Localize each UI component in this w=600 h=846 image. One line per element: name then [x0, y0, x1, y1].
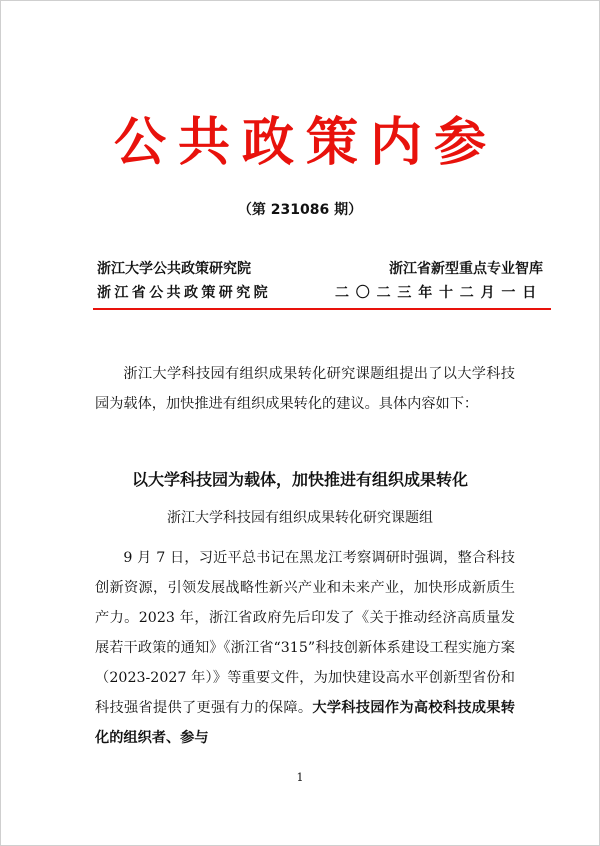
body-paragraph-text: 9 月 7 日，习近平总书记在黑龙江考察调研时强调，整合科技创新资源，引领发展战略性新兴产业和未来产业，加快形成新质生产力。2023 年，浙江省政府先后印发了《关于推动经济高质量发展若干政策的通知》《浙江省“315”科技创新体系建设工程实施方案（2023-2027 年）》等重要文件，为加快建设高水平创新型省份和科技强省提供了更强有力的保障。 [95, 550, 515, 716]
article-byline: 浙江大学科技园有组织成果转化研究课题组 [167, 510, 433, 526]
header-row-1 [97, 258, 543, 278]
body-paragraph-bold: 大学科技园作为高校科技成果转化的组织者、参与 [95, 700, 515, 746]
header-divider [93, 308, 551, 310]
intro-paragraph: 浙江大学科技园有组织成果转化研究课题组提出了以大学科技园为载体，加快推进有组织成果转化的建议。具体内容如下： [95, 366, 515, 412]
org-left-1: 浙江大学公共政策研究院 [97, 261, 251, 277]
page-number: 1 [296, 771, 304, 784]
org-right-1: 浙江省新型重点专业智库 [389, 261, 543, 277]
org-left-2: 浙江省公共政策研究院 [97, 285, 271, 301]
masthead-title: 公共政策内参 [113, 112, 498, 173]
body-paragraph [95, 543, 515, 753]
issue-number: （第 231086 期） [237, 202, 363, 218]
header-row-2 [97, 282, 543, 302]
issue-date: 二〇二三年十二月一日 [335, 285, 543, 301]
article-headline: 以大学科技园为载体，加快推进有组织成果转化 [131, 470, 468, 489]
